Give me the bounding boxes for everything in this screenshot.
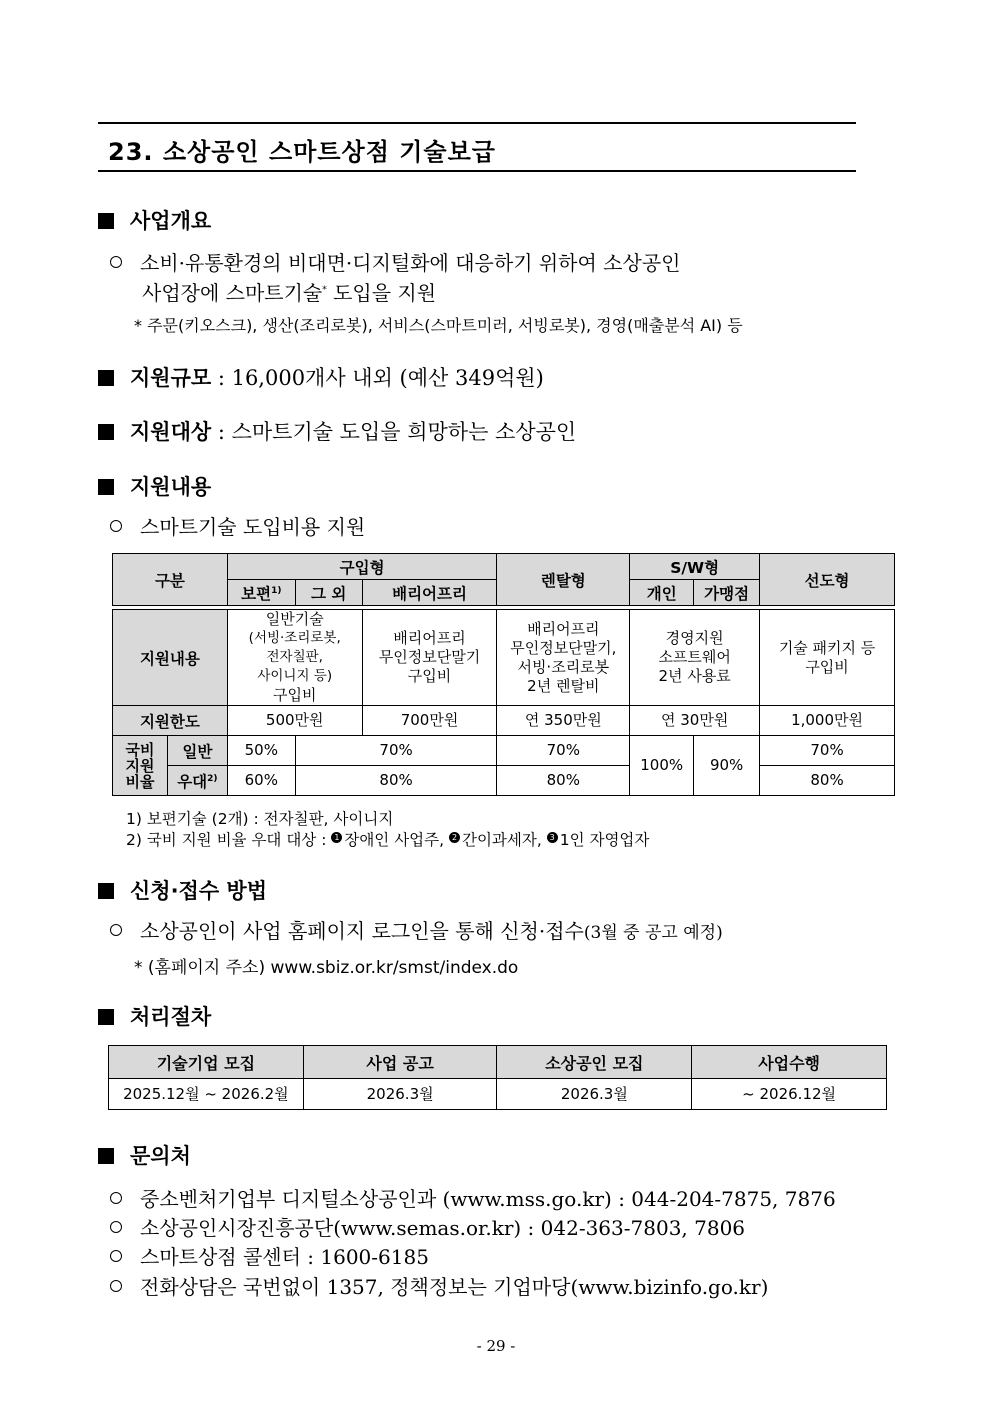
- header-individual: 개인: [630, 580, 694, 606]
- process-header: 사업수행: [692, 1046, 887, 1079]
- section-heading: 지원규모: [130, 366, 212, 390]
- row-label-preferred: 우대$^{2)}$: [167, 766, 227, 796]
- process-header: 사업 공고: [303, 1046, 497, 1079]
- header-lead: 선도형: [760, 554, 895, 606]
- circle-bullet-icon: [110, 256, 122, 268]
- contact-text: 전화상담은 국번없이 1357, 정책정보는 기업마당(www.bizinfo.go.kr): [140, 1275, 769, 1299]
- circle-bullet-icon: [110, 924, 122, 936]
- cell-normal-universal: 50%: [227, 736, 295, 766]
- header-sw: S/W형: [630, 554, 760, 580]
- header-rental: 렌탈형: [497, 554, 630, 606]
- cell-normal-rental: 70%: [497, 736, 630, 766]
- section-heading: 신청·접수 방법: [130, 879, 268, 903]
- section-process: [98, 1001, 211, 1031]
- apply-line: [110, 915, 723, 944]
- section-heading: 지원내용: [130, 475, 212, 499]
- overview-line-2: [142, 277, 436, 306]
- cell-pref-rental: 80%: [497, 766, 630, 796]
- process-header: 소상공인 모집: [497, 1046, 692, 1079]
- support-table: [112, 553, 895, 796]
- section-contact: [98, 1140, 191, 1170]
- content-text: 스마트기술 도입비용 지원: [140, 515, 366, 539]
- process-value: ~ 2026.12월: [692, 1079, 887, 1110]
- cell-content-rental: 배리어프리 무인정보단말기, 서빙·조리로봇 2년 렌탈비: [497, 610, 630, 706]
- cell-sw-franchise: 90%: [694, 736, 760, 796]
- process-table: [108, 1045, 887, 1110]
- section-apply: [98, 875, 267, 905]
- process-value: 2026.3월: [497, 1079, 692, 1110]
- cell-limit-general: 500만원: [227, 706, 362, 736]
- square-bullet-icon: [98, 1148, 114, 1164]
- section-heading: 지원대상: [130, 420, 212, 444]
- circle-bullet-icon: [110, 520, 122, 532]
- cell-limit-barrier: 700만원: [362, 706, 497, 736]
- circle-bullet-icon: [110, 1221, 122, 1233]
- overview-text: 도입을 지원: [326, 281, 437, 305]
- page-title: 23. 소상공인 스마트상점 기술보급: [108, 138, 496, 166]
- apply-schedule: (3월 중 공고 예정): [583, 923, 723, 943]
- row-label-ratio: 국비 지원 비율: [113, 736, 168, 796]
- circled-number-icon: 3: [547, 832, 558, 843]
- content-bullet: [110, 511, 365, 540]
- footnote-2: [126, 828, 649, 850]
- row-label-content: 지원내용: [113, 610, 228, 706]
- cell-pref-lead: 80%: [760, 766, 895, 796]
- cell-normal-purchase: 70%: [295, 736, 497, 766]
- cell-pref-universal: 60%: [227, 766, 295, 796]
- header-other: 그 외: [295, 580, 362, 606]
- contact-line: [110, 1212, 745, 1241]
- cell-content-lead: 기술 패키지 등 구입비: [760, 610, 895, 706]
- circle-bullet-icon: [110, 1250, 122, 1262]
- contact-text: 소상공인시장진흥공단(www.semas.or.kr) : 042-363-7803, 7806: [140, 1216, 746, 1240]
- overview-text: 소비·유통환경의 비대면·디지털화에 대응하기 위하여 소상공인: [140, 251, 681, 275]
- footnote-2-item: 장애인 사업주,: [344, 831, 449, 849]
- row-label-normal: 일반: [167, 736, 227, 766]
- cell-content-barrier: 배리어프리 무인정보단말기 구입비: [362, 610, 497, 706]
- contact-line: [110, 1241, 429, 1270]
- section-overview: [98, 205, 211, 235]
- footnote-2-item: 1인 자영업자: [559, 831, 650, 849]
- cell-content-sw: 경영지원 소프트웨어 2년 사용료: [630, 610, 760, 706]
- title-box: [98, 122, 856, 172]
- circled-number-icon: 1: [331, 832, 342, 843]
- apply-text: 소상공인이 사업 홈페이지 로그인을 통해 신청·접수: [140, 919, 584, 943]
- footnote-mark: *: [322, 285, 327, 296]
- cell-content-general: 일반기술 (서빙·조리로봇, 전자칠판, 사이니지 등) 구입비: [227, 610, 362, 706]
- contact-text: 스마트상점 콜센터 : 1600-6185: [140, 1245, 429, 1269]
- scale-value: : 16,000개사 내외 (예산 349억원): [211, 366, 544, 390]
- square-bullet-icon: [98, 213, 114, 229]
- overview-note: * 주문(키오스크), 생산(조리로봇), 서비스(스마트미러, 서빙로봇), 경영(매출분석 AI) 등: [134, 316, 743, 335]
- square-bullet-icon: [98, 424, 114, 440]
- square-bullet-icon: [98, 370, 114, 386]
- circle-bullet-icon: [110, 1192, 122, 1204]
- square-bullet-icon: [98, 883, 114, 899]
- contact-line: [110, 1271, 768, 1300]
- section-heading: 처리절차: [130, 1005, 212, 1029]
- page-number: - 29 -: [476, 1337, 516, 1355]
- cell-pref-purchase: 80%: [295, 766, 497, 796]
- process-header: 기술기업 모집: [109, 1046, 304, 1079]
- row-label-limit: 지원한도: [113, 706, 228, 736]
- header-barrier-free: 배리어프리: [362, 580, 497, 606]
- overview-line-1: [110, 247, 680, 276]
- overview-text: 사업장에 스마트기술: [142, 281, 323, 305]
- contact-line: [110, 1183, 836, 1212]
- apply-note: * (홈페이지 주소) www.sbiz.or.kr/smst/index.do: [134, 958, 519, 978]
- footnote-2-item: 간이과세자,: [461, 831, 547, 849]
- process-value: 2026.3월: [303, 1079, 497, 1110]
- header-purchase: 구입형: [227, 554, 497, 580]
- section-heading: 문의처: [130, 1144, 191, 1168]
- target-value: : 스마트기술 도입을 희망하는 소상공인: [211, 420, 577, 444]
- header-category: 구분: [113, 554, 228, 606]
- contact-text: 중소벤처기업부 디지털소상공인과 (www.mss.go.kr) : 044-204-7875, 7876: [140, 1187, 836, 1211]
- section-heading: 사업개요: [130, 209, 212, 233]
- cell-limit-rental: 연 350만원: [497, 706, 630, 736]
- header-franchise: 가맹점: [694, 580, 760, 606]
- cell-limit-lead: 1,000만원: [760, 706, 895, 736]
- square-bullet-icon: [98, 1009, 114, 1025]
- process-value: 2025.12월 ~ 2026.2월: [109, 1079, 304, 1110]
- circle-bullet-icon: [110, 1280, 122, 1292]
- cell-normal-lead: 70%: [760, 736, 895, 766]
- section-scale: [98, 362, 544, 392]
- cell-limit-sw: 연 30만원: [630, 706, 760, 736]
- square-bullet-icon: [98, 479, 114, 495]
- footnote-2-prefix: 2) 국비 지원 비율 우대 대상 :: [126, 831, 332, 849]
- circled-number-icon: 2: [449, 832, 460, 843]
- section-target: [98, 416, 576, 446]
- footnote-1: 1) 보편기술 (2개) : 전자칠판, 사이니지: [126, 810, 394, 828]
- cell-sw-individual: 100%: [630, 736, 694, 796]
- header-universal: 보편$^{1)}$: [227, 580, 295, 606]
- section-content: [98, 471, 211, 501]
